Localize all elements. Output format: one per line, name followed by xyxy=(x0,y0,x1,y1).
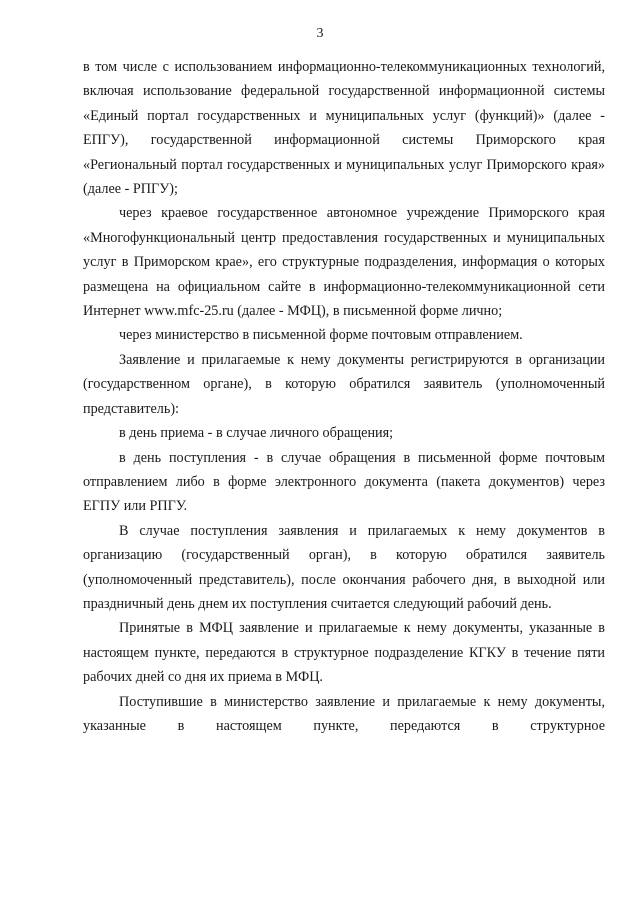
document-body xyxy=(83,55,605,738)
paragraph-receipt-day: в день поступления - в случае обращения в письменной форме почтовым отправлением либо в форме электронного документа (пакета документов) через ЕГПУ или РПГУ. xyxy=(83,449,605,515)
paragraph-personal-visit: в день приема - в случае личного обращения; xyxy=(119,425,394,442)
paragraph-mfc-transfer: Принятые в МФЦ заявление и прилагаемые к нему документы, указанные в настоящем пункте, передаются в структурное подразделение КГКУ в течение пяти рабочих дней со дня их приема в МФЦ. xyxy=(83,620,605,686)
paragraph-mfc: через краевое государственное автономное учреждение Приморского края «Многофункциональный центр предоставления государственных и муниципальных услуг в Приморском крае», его структурные подразделения, информация о которых размещена на официальном сайте в информационно-телекоммуникационной сети Интернет www.mfc-25.ru (далее - МФЦ), в письменной форме лично; xyxy=(83,205,605,320)
paragraph-ministry-mail: через министерство в письменной форме почтовым отправлением. xyxy=(119,327,523,344)
paragraph-ministry-transfer: Поступившие в министерство заявление и прилагаемые к нему документы, указанные в настоящем пункте, передаются в структурное xyxy=(83,693,605,734)
page-number: 3 xyxy=(316,26,324,41)
paragraph-registration: Заявление и прилагаемые к нему документы регистрируются в организации (государственном органе), в которую обратился заявитель (уполномоченный представитель): xyxy=(83,351,605,417)
paragraph-non-working-day: В случае поступления заявления и прилагаемых к нему документов в организацию (государственный орган), в которую обратился заявитель (уполномоченный представитель), после окончания рабочего дня, в выходной или праздничный день днем их поступления считается следующий рабочий день. xyxy=(83,522,605,612)
paragraph-epgu-rpgu: в том числе с использованием информационно-телекоммуникационных технологий, включая использование федеральной государственной информационной системы «Единый портал государственных и муниципальных услуг (функций)» (далее - ЕПГУ), государственной информационной системы Приморского края «Региональный портал государственных и муниципальных услуг Приморского края» (далее - РПГУ); xyxy=(83,59,605,198)
